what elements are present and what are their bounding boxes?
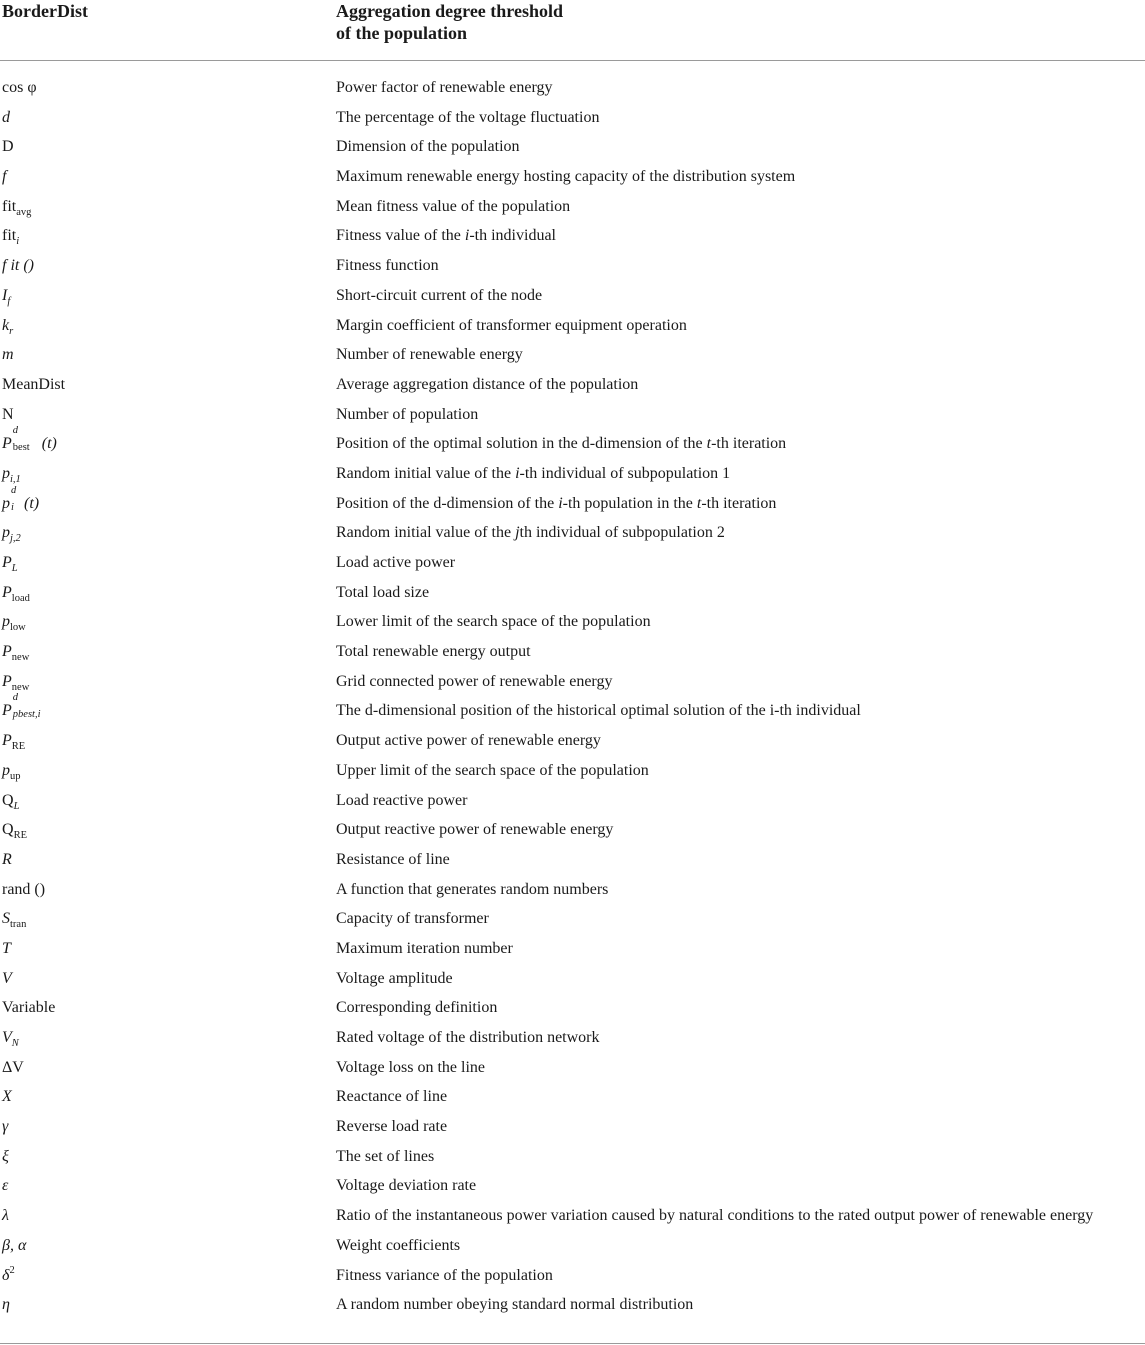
table-row [0, 1171, 1145, 1201]
row-symbol [2, 1147, 9, 1167]
symbol-subscript [12, 1038, 19, 1049]
row-symbol [2, 850, 12, 870]
definition-text: -th iteration [711, 435, 787, 453]
row-symbol [2, 731, 25, 751]
row-definition: Output reactive power of renewable energy [336, 821, 614, 839]
subscript-italic: L [11, 563, 18, 574]
symbol-main: ε [2, 1177, 9, 1195]
row-symbol [2, 1295, 10, 1315]
row-definition: Ratio of the instantaneous power variation caused by natural conditions to the rated output power of renewable energy [336, 1207, 1094, 1225]
symbol-main: k [2, 316, 10, 334]
symbol-superscript: d [12, 425, 19, 437]
table-row [0, 132, 1145, 162]
row-definition: Voltage loss on the line [336, 1058, 486, 1076]
row-symbol: D [2, 138, 14, 156]
table-row [0, 103, 1145, 133]
symbol-main: p [2, 524, 10, 542]
table-row [0, 1053, 1145, 1083]
symbol-main: P [2, 583, 12, 601]
symbol-main: T [2, 939, 11, 957]
table-bottom-rule [0, 1343, 1145, 1344]
row-definition: Mean fitness value of the population [336, 197, 571, 215]
table-row [0, 221, 1145, 251]
table-row [0, 518, 1145, 548]
row-symbol [2, 197, 31, 217]
row-definition: Voltage amplitude [336, 969, 453, 987]
definition-italic: i [464, 227, 470, 245]
symbol-subscript: up [10, 770, 21, 782]
row-definition: Lower limit of the search space of the population [336, 613, 651, 631]
table-row [0, 904, 1145, 934]
table-row [0, 578, 1145, 608]
row-symbol [2, 939, 11, 959]
definition-text: Fitness value of the [336, 227, 465, 245]
row-symbol [2, 1117, 8, 1137]
row-definition: Number of renewable energy [336, 346, 523, 364]
symbol-subscript [10, 533, 21, 544]
definition-text: -th iteration [701, 494, 777, 512]
table-row [0, 459, 1145, 489]
row-definition: Output active power of renewable energy [336, 732, 601, 750]
row-symbol [2, 612, 26, 632]
symbol-main: m [2, 346, 14, 364]
row-symbol [2, 425, 57, 454]
symbol-subscript: new [11, 681, 30, 693]
table-row [0, 756, 1145, 786]
symbol-main: R [2, 850, 12, 868]
table-row [0, 1082, 1145, 1112]
symbol-supsub [12, 692, 56, 721]
row-symbol [2, 316, 13, 336]
row-definition [336, 226, 556, 246]
row-symbol [2, 464, 21, 484]
row-symbol [2, 909, 26, 929]
table-row [0, 692, 1145, 726]
row-symbol [2, 167, 6, 187]
row-symbol: cos φ [2, 79, 37, 96]
row-symbol [2, 642, 29, 662]
row-symbol: Variable [2, 999, 56, 1017]
header-definition-line2: of the population [336, 23, 468, 43]
symbol-main: β, α [2, 1236, 27, 1254]
symbol-subscript: RE [13, 830, 27, 842]
row-symbol [2, 1266, 15, 1286]
row-definition: Total renewable energy output [336, 643, 531, 661]
definition-text: Random initial value of the [336, 524, 516, 542]
symbol-main: d [2, 108, 10, 126]
table-header [0, 0, 1145, 60]
row-definition: Load reactive power [336, 791, 468, 809]
row-symbol [2, 345, 14, 365]
row-definition: The d-dimensional position of the historical optimal solution of the i-th individual [336, 702, 861, 720]
symbol-subscript: load [11, 592, 30, 604]
row-symbol [2, 672, 29, 692]
symbol-subscript [16, 236, 19, 247]
row-definition [336, 464, 730, 484]
row-symbol [2, 969, 12, 989]
row-definition: Rated voltage of the distribution network [336, 1029, 600, 1046]
subscript-italic: r [9, 325, 14, 337]
symbol-subscript: tran [10, 919, 27, 931]
row-definition: The percentage of the voltage fluctuation [336, 108, 600, 126]
symbol-subscript: new [11, 652, 30, 664]
definition-italic: j [515, 524, 520, 542]
row-symbol [2, 791, 19, 811]
definition-italic: t [696, 494, 702, 512]
row-symbol [2, 761, 21, 781]
symbol-subscript: pbest,i [12, 709, 41, 721]
table-row [0, 1231, 1145, 1261]
row-definition: Fitness function [336, 257, 439, 275]
row-definition [336, 434, 786, 454]
row-symbol: rand () [2, 880, 46, 898]
table-row [0, 1261, 1145, 1291]
table-row [0, 875, 1145, 905]
row-definition: Weight coefficients [336, 1236, 461, 1254]
row-symbol: ΔV [2, 1058, 24, 1076]
row-definition: Fitness variance of the population [336, 1266, 553, 1284]
symbol-subscript: avg [16, 206, 32, 218]
row-definition: Dimension of the population [336, 138, 520, 156]
table-row [0, 845, 1145, 875]
row-definition: Upper limit of the search space of the population [336, 761, 649, 779]
symbol-superscript: d [11, 484, 17, 496]
table-row [0, 667, 1145, 697]
table-row [0, 786, 1145, 816]
symbol-subscript [7, 296, 10, 307]
symbol-main: p [2, 613, 10, 631]
table-row [0, 370, 1145, 400]
table-body [0, 73, 1145, 1320]
symbol-main: I [2, 286, 8, 304]
definition-italic: i [558, 494, 563, 512]
row-symbol [2, 108, 10, 128]
row-definition: Average aggregation distance of the population [336, 375, 639, 393]
header-definition-line1: Aggregation degree threshold [336, 1, 563, 21]
row-definition [336, 523, 725, 543]
symbol-superscript: d [12, 692, 19, 704]
symbol-main: δ [2, 1266, 10, 1284]
symbol-main: η [2, 1296, 10, 1314]
symbol-subscript: RE [11, 741, 26, 753]
row-definition: Corresponding definition [336, 999, 498, 1017]
row-symbol [2, 583, 30, 603]
row-symbol [2, 484, 40, 514]
table-row [0, 281, 1145, 311]
symbol-subscript [10, 474, 21, 485]
symbol-main: f it () [2, 257, 34, 275]
symbol-main: fit [2, 197, 17, 215]
table-row [0, 1201, 1145, 1231]
row-symbol: N [2, 405, 14, 423]
row-definition: Capacity of transformer [336, 910, 489, 928]
symbol-main: V [2, 969, 12, 987]
table-row [0, 340, 1145, 370]
table-row [0, 425, 1145, 459]
row-symbol [2, 1236, 26, 1256]
row-definition: Load active power [336, 554, 456, 571]
symbol-main: p [2, 464, 10, 482]
table-row [0, 1112, 1145, 1142]
row-definition: Number of population [336, 405, 479, 423]
row-definition: A function that generates random numbers [336, 880, 609, 898]
row-symbol [2, 1206, 9, 1226]
symbol-main: p [2, 494, 10, 512]
row-definition: Power factor of renewable energy [336, 79, 553, 96]
table-row [0, 1023, 1145, 1053]
table-row [0, 548, 1145, 578]
row-symbol [2, 523, 21, 543]
row-definition: The set of lines [336, 1147, 435, 1165]
row-definition: Resistance of line [336, 850, 450, 868]
table-row [0, 311, 1145, 341]
table-row [0, 815, 1145, 845]
symbol-main: P [2, 702, 12, 720]
row-symbol [2, 820, 27, 840]
definition-text: -th population in the [562, 494, 697, 512]
table-row [0, 1290, 1145, 1320]
header-rule [0, 60, 1145, 61]
row-symbol [2, 226, 19, 246]
symbol-main: P [2, 643, 12, 661]
symbol-main: Q [2, 791, 14, 809]
row-symbol [2, 692, 56, 721]
row-symbol [2, 553, 18, 573]
row-definition: Maximum iteration number [336, 939, 513, 957]
symbol-main: ξ [2, 1147, 9, 1165]
symbol-subscript [9, 326, 13, 337]
row-definition: Short-circuit current of the node [336, 286, 543, 304]
symbol-main: P [2, 554, 12, 571]
table-row [0, 637, 1145, 667]
subscript-italic: L [13, 800, 20, 812]
row-definition: Total load size [336, 583, 430, 601]
definition-text: -th individual of subpopulation 1 [519, 464, 731, 482]
row-definition [336, 494, 776, 514]
definition-text: Position of the d-dimension of the [336, 494, 559, 512]
header-symbol: BorderDist [2, 1, 88, 21]
symbol-subscript [12, 563, 18, 574]
table-row [0, 934, 1145, 964]
row-definition: Maximum renewable energy hosting capacity of the distribution system [336, 168, 796, 186]
symbol-main: γ [2, 1118, 9, 1136]
subscript-italic: i [16, 236, 20, 248]
subscript-italic: i,1 [10, 473, 21, 485]
symbol-subscript [14, 801, 20, 812]
definition-text: th individual of subpopulation 2 [519, 524, 725, 542]
symbol-main: S [2, 910, 10, 928]
definition-text: Position of the optimal solution in the d-dimension of the [336, 435, 707, 453]
definition-text: Random initial value of the [336, 464, 516, 482]
symbol-supsub [10, 484, 24, 513]
header-definition [336, 0, 563, 44]
symbol-main: P [2, 435, 12, 453]
definition-italic: i [515, 464, 520, 482]
row-definition: A random number obeying standard normal distribution [336, 1296, 694, 1314]
symbol-main: X [2, 1088, 12, 1106]
definition-text: -th individual [469, 227, 556, 245]
row-symbol [2, 1176, 8, 1196]
symbol-main: P [2, 732, 12, 750]
row-definition: Reverse load rate [336, 1118, 448, 1136]
row-symbol [2, 1028, 19, 1048]
symbol-subscript: i [11, 501, 14, 513]
table-row [0, 192, 1145, 222]
symbol-argument: (t) [24, 494, 40, 512]
symbol-main: p [2, 761, 10, 779]
symbol-main: fit [2, 227, 17, 245]
row-definition: Grid connected power of renewable energy [336, 672, 613, 690]
table-row [0, 1142, 1145, 1172]
symbol-subscript: best [12, 442, 30, 454]
table-row [0, 400, 1145, 430]
table-row [0, 726, 1145, 756]
symbol-main: λ [2, 1207, 9, 1225]
subscript-italic: f [7, 295, 11, 307]
table-row [0, 964, 1145, 994]
table-row [0, 73, 1145, 103]
row-definition: Margin coefficient of transformer equipment operation [336, 316, 687, 334]
table-row [0, 251, 1145, 281]
row-symbol [2, 286, 10, 306]
symbol-superscript: 2 [9, 1264, 15, 1276]
symbol-main: f [2, 168, 7, 186]
symbol-subscript: low [10, 622, 26, 634]
symbol-main: Q [2, 821, 14, 839]
table-row [0, 162, 1145, 192]
subscript-italic: j,2 [10, 533, 21, 545]
table-row [0, 484, 1145, 519]
symbol-supsub [12, 425, 42, 454]
row-symbol: MeanDist [2, 375, 66, 393]
symbol-main: V [2, 1029, 12, 1046]
row-definition: Reactance of line [336, 1088, 448, 1106]
definition-italic: t [706, 435, 712, 453]
subscript-italic: N [11, 1038, 19, 1049]
symbol-argument: (t) [41, 435, 57, 453]
table-row [0, 607, 1145, 637]
row-symbol [2, 256, 34, 276]
table-row [0, 993, 1145, 1023]
row-symbol [2, 1087, 12, 1107]
symbol-main: P [2, 672, 12, 690]
row-definition: Voltage deviation rate [336, 1177, 477, 1195]
